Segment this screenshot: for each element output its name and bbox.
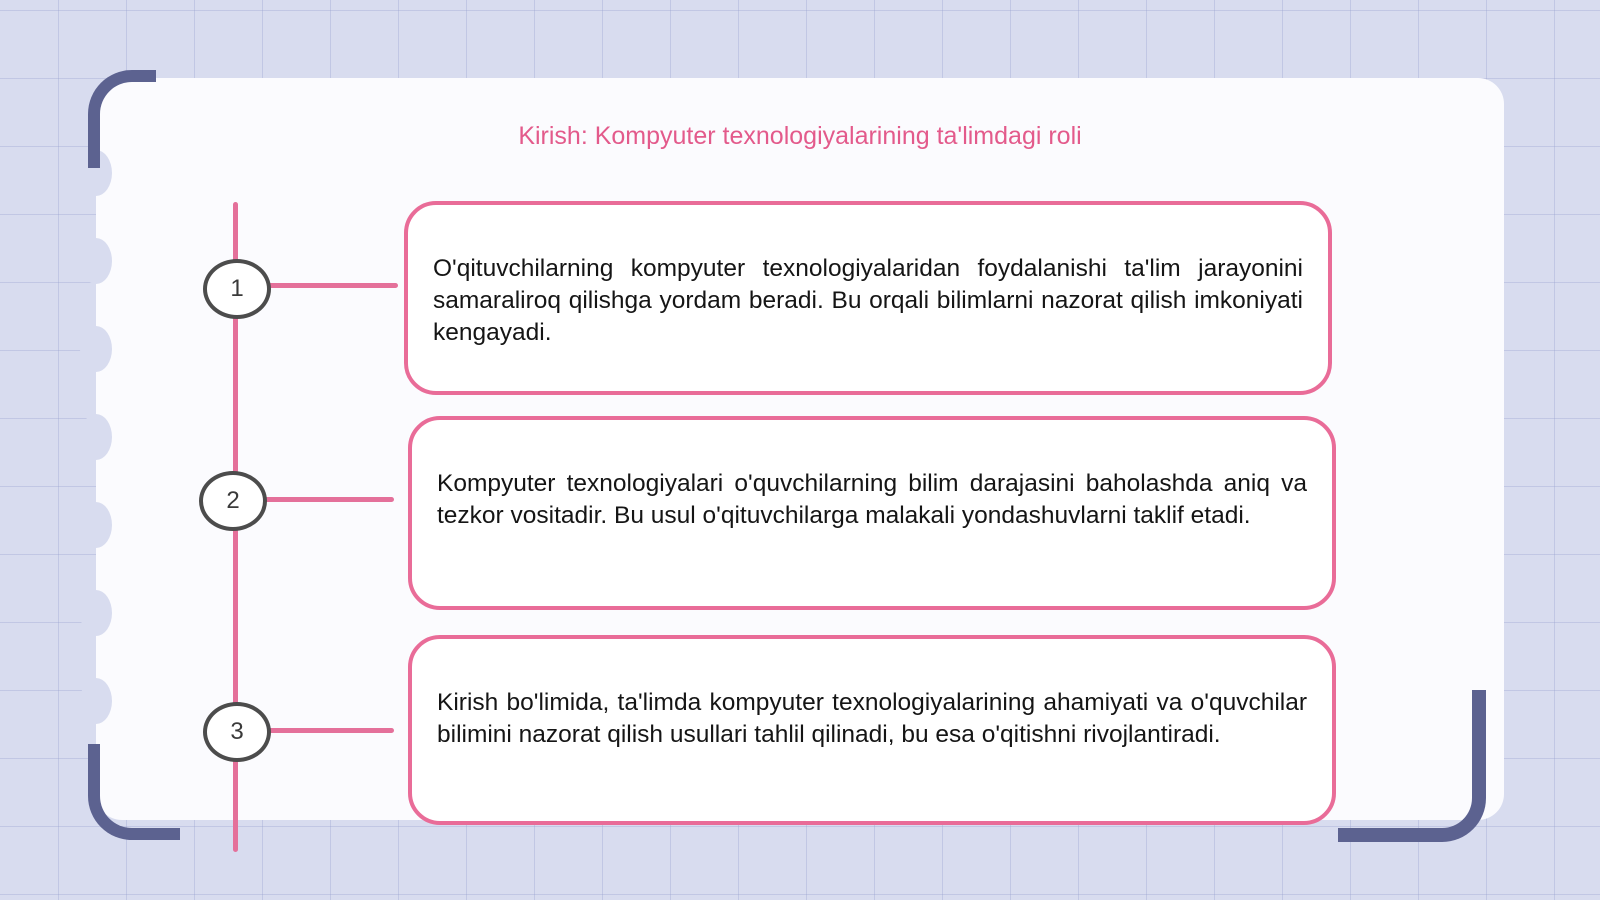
corner-bracket-bottom-right: [1338, 690, 1486, 842]
step-number-2: 2: [199, 471, 267, 531]
paper-edge-notch: [80, 678, 112, 724]
paper-edge-notch: [80, 590, 112, 636]
timeline-connector: [266, 728, 394, 733]
info-card-text: Kirish bo'limida, ta'limda kompyuter texnologiyalarining ahamiyati va o'quvchilar bilimini nazorat qilish usullari tahlil qilinadi, bu esa o'qitishni rivojlantiradi.: [437, 689, 1307, 748]
info-card-text: O'qituvchilarning kompyuter texnologiyalaridan foydalanishi ta'lim jarayonini samaraliroq qilishga yordam beradi. Bu orqali bilimlarni nazorat qilish imkoniyati kengayadi.: [433, 255, 1303, 346]
paper-edge-notch: [80, 502, 112, 548]
timeline-connector: [266, 283, 398, 288]
info-card-text: Kompyuter texnologiyalari o'quvchilarning bilim darajasini baholashda aniq va tezkor vositadir. Bu usul o'qituvchilarga malakali yondashuvlarni taklif etadi.: [437, 470, 1307, 529]
paper-edge-notch: [80, 326, 112, 372]
paper-edge-notch: [80, 414, 112, 460]
info-card-2: [408, 416, 1336, 610]
corner-bracket-bottom-left: [88, 744, 180, 840]
paper-edge-notch: [80, 238, 112, 284]
info-card-1: [404, 201, 1332, 395]
corner-bracket-top-left: [88, 70, 156, 168]
info-card-3: [408, 635, 1336, 825]
slide-title: Kirish: Kompyuter texnologiyalarining ta'limdagi roli: [518, 122, 1082, 150]
timeline-connector: [262, 497, 394, 502]
step-number-1: 1: [203, 259, 271, 319]
step-number-3: 3: [203, 702, 271, 762]
